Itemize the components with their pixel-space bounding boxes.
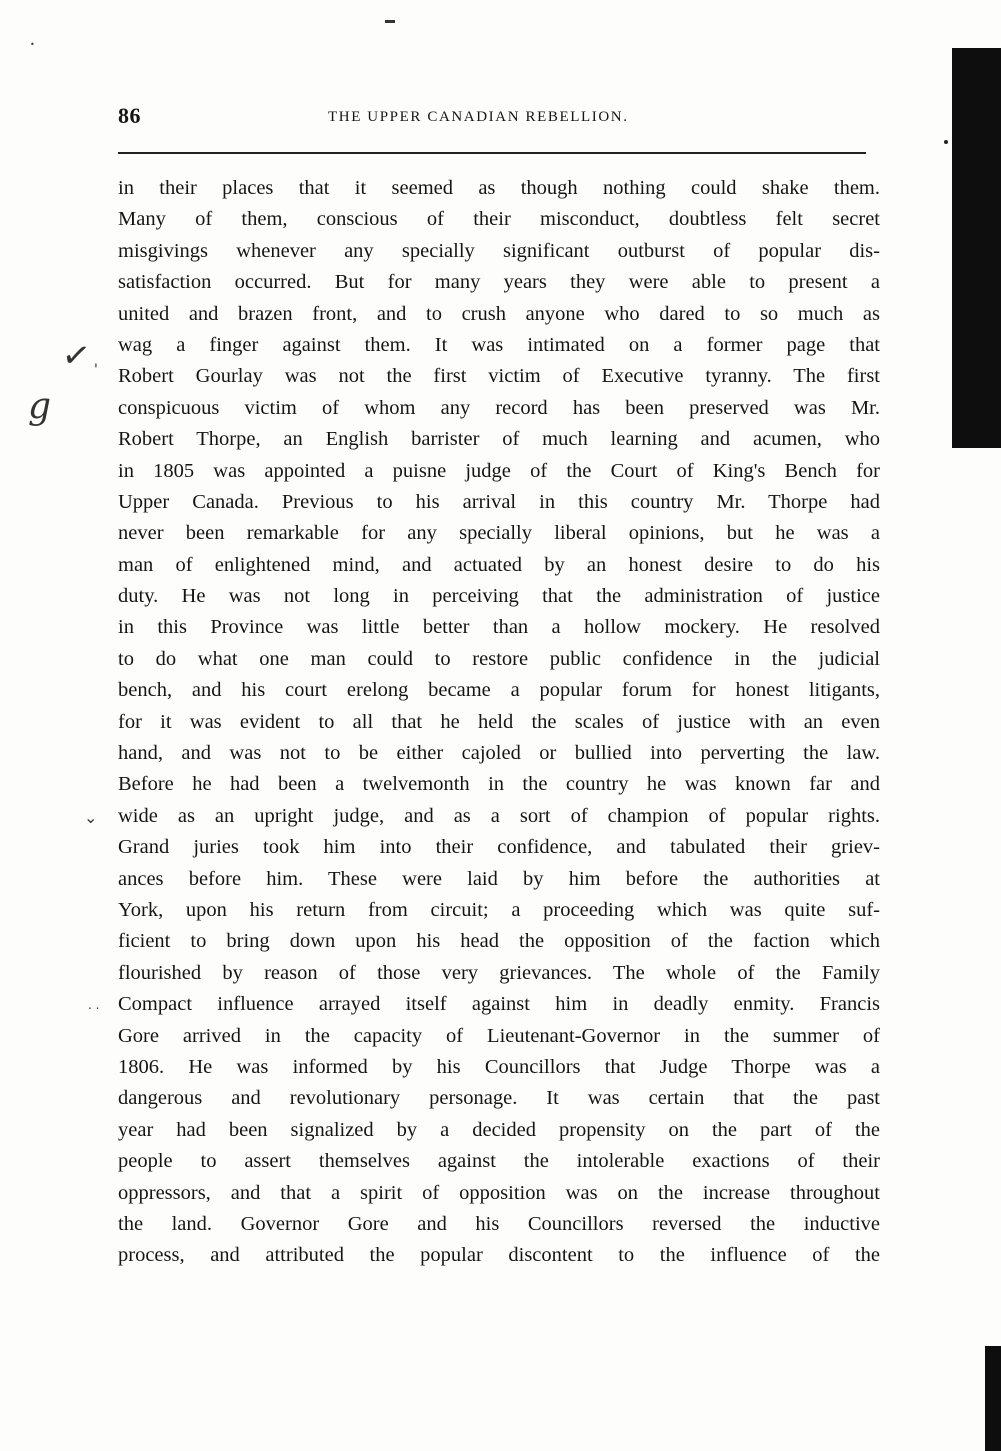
text-line: hand, and was not to be either cajoled or bullied into perverting the law. — [118, 742, 880, 765]
text-line: misgivings whenever any specially significant outburst of popular dis- — [118, 239, 880, 262]
text-line: duty. He was not long in perceiving that the administration of justice — [118, 585, 880, 608]
text-line: people to assert themselves against the intolerable exactions of their — [118, 1150, 880, 1173]
text-line: to do what one man could to restore public confidence in the judicial — [118, 647, 880, 670]
text-line: wag a finger against them. It was intimated on a former page that — [118, 333, 880, 356]
scan-edge-speck — [944, 140, 948, 144]
body-text — [118, 173, 880, 1272]
header-rule — [118, 152, 866, 154]
running-head: THE UPPER CANADIAN REBELLION. — [328, 109, 629, 125]
text-line: Robert Thorpe, an English barrister of much learning and acumen, who — [118, 428, 880, 451]
page-number: 86 — [118, 103, 141, 128]
scan-speck-icon: • — [30, 40, 35, 49]
text-line: 1806. He was informed by his Councillors that Judge Thorpe was a — [118, 1055, 880, 1078]
text-line: in their places that it seemed as though nothing could shake them. — [118, 177, 880, 199]
scan-artifact-dash — [385, 20, 395, 23]
text-line: in this Province was little better than a hollow mockery. He resolved — [118, 616, 880, 639]
margin-small-check-icon: ⌄ — [84, 808, 98, 827]
text-line: dangerous and revolutionary personage. It was certain that the past — [118, 1087, 880, 1110]
page-header — [118, 103, 878, 133]
text-line: Gore arrived in the capacity of Lieutenant-Governor in the summer of — [118, 1024, 880, 1047]
text-line: process, and attributed the popular discontent to the influence of the — [118, 1244, 880, 1267]
text-line: Grand juries took him into their confidence, and tabulated their griev- — [118, 836, 880, 859]
text-line: Upper Canada. Previous to his arrival in this country Mr. Thorpe had — [118, 490, 880, 513]
text-line: Many of them, conscious of their misconduct, doubtless felt secret — [118, 208, 880, 231]
margin-handwritten-g: g — [28, 386, 52, 427]
text-line: Compact influence arrayed itself against him in deadly enmity. Francis — [118, 993, 880, 1016]
text-line: the land. Governor Gore and his Councillors reversed the inductive — [118, 1212, 880, 1235]
text-line: never been remarkable for any specially liberal opinions, but he was a — [118, 522, 880, 545]
text-line: oppressors, and that a spirit of opposition was on the increase throughout — [118, 1181, 880, 1204]
text-line: bench, and his court erelong became a popular forum for honest litigants, — [118, 679, 880, 702]
margin-tick-icon: ' — [94, 362, 98, 378]
text-line: united and brazen front, and to crush anyone who dared to so much as — [118, 302, 880, 325]
text-line: ficient to bring down upon his head the opposition of the faction which — [118, 930, 880, 953]
text-line: wide as an upright judge, and as a sort of champion of popular rights. — [118, 804, 880, 827]
text-line: Before he had been a twelvemonth in the country he was known far and — [118, 773, 880, 796]
text-line: satisfaction occurred. But for many years they were able to present a — [118, 271, 880, 294]
text-line: year had been signalized by a decided propensity on the part of the — [118, 1118, 880, 1141]
text-line: man of enlightened mind, and actuated by an honest desire to do his — [118, 553, 880, 576]
scan-edge-shadow-bottom — [985, 1346, 1001, 1451]
text-line: Robert Gourlay was not the first victim of Executive tyranny. The first — [118, 365, 880, 388]
scan-edge-shadow-top — [952, 48, 1001, 448]
text-line: conspicuous victim of whom any record has been preserved was Mr. — [118, 396, 880, 419]
text-line: ances before him. These were laid by him before the authorities at — [118, 867, 880, 890]
margin-dots-icon: . . — [88, 998, 100, 1012]
text-line: for it was evident to all that he held the scales of justice with an even — [118, 710, 880, 733]
text-line: York, upon his return from circuit; a proceeding which was quite suf- — [118, 898, 880, 921]
text-line: flourished by reason of those very grievances. The whole of the Family — [118, 961, 880, 984]
margin-check-mark-icon: ✓ — [59, 334, 94, 378]
text-line: in 1805 was appointed a puisne judge of the Court of King's Bench for — [118, 459, 880, 482]
